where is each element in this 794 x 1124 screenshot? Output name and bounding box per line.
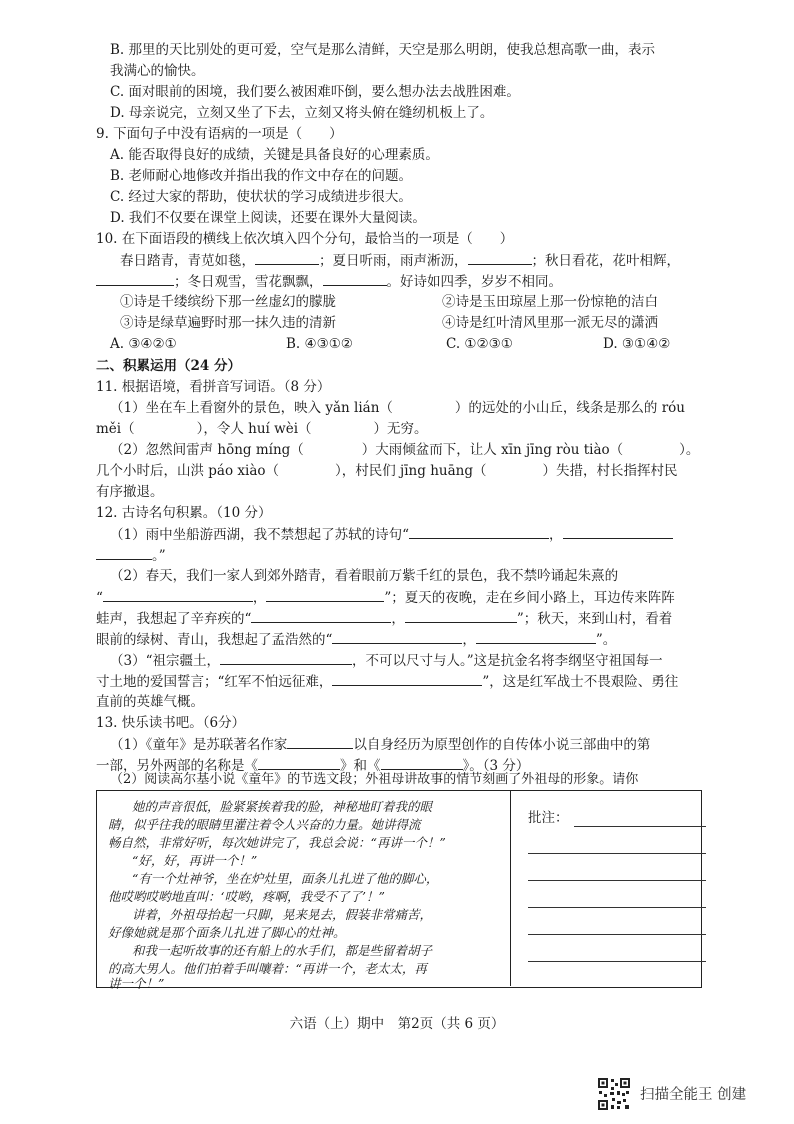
annotation-line[interactable] [528,907,706,908]
q13-item1-line2: 一部，另外两部的名称是《 》和《 》。（3 分） [96,755,529,776]
q12-item1-line1: （1）雨中坐船游西湖，我不禁想起了苏轼的诗句“ ， [110,524,673,545]
q10-option-d[interactable]: D. ③①④② [603,336,671,352]
q9-option-c: C. 经过大家的帮助，使状状的学习成绩进步很大。 [110,189,412,205]
q12-item3-line3: 直前的英雄气概。 [96,694,204,710]
reading-line: 他哎哟哎哟地直叫：‘哎哟，疼啊，我受不了了’！” [108,889,385,904]
q13-author-blank[interactable] [287,734,353,749]
q12-blank-3[interactable] [103,587,253,602]
q11-sentence1-line1: （1）坐在车上看窗外的景色，映入 yǎn lián（ ）的远处的小山丘，线条是那么的 róu [110,400,685,416]
q12-blank-6[interactable] [405,608,517,623]
q8-option-c: C. 面对眼前的困境，我们要么被困难吓倒，要么想办法去战胜困难。 [110,84,520,100]
q12-item2-line3: 蛙声，我想起了辛弃疾的“ ， ”；秋天，来到山村，看着 [96,608,672,629]
q13-item1-line1: （1）《童年》是苏联著名作家 以自身经历为原型创作的自传体小说三部曲中的第 [110,734,650,755]
q10-blank-3[interactable] [96,271,174,286]
q12-stem: 12. 古诗名句积累。（10 分） [96,505,272,521]
reading-line: “有一个灶神爷，坐在炉灶里，面条儿扎进了他的脚心， [132,871,439,886]
scanner-watermark: 扫描全能王 创建 [640,1087,747,1103]
q12-item1-line2: 。” [96,545,166,566]
q12-item3-line2: 寸土地的爱国誓言；“红军不怕远征难， ”，这是红军战士不畏艰险、勇往 [96,671,678,692]
q12-item2-line4: 眼前的绿树、青山，我想起了孟浩然的“ ， ”。 [96,629,616,650]
reading-line: 讲着，外祖母抬起一只脚，晃来晃去，假装非常痛苦， [132,907,433,922]
q13-stem: 13. 快乐读书吧。（6分） [96,715,246,731]
q10-blank-4[interactable] [323,271,387,286]
annotation-label: 批注： [528,810,569,826]
q9-option-b: B. 老师耐心地修改并指出我的作文中存在的问题。 [110,168,413,184]
q8-option-d: D. 母亲说完，立刻又坐了下去，立刻又将头俯在缝纫机板上了。 [110,105,494,121]
qr-code-icon [597,1077,631,1111]
q9-option-d: D. 我们不仅要在课堂上阅读，还要在课外大量阅读。 [110,210,426,226]
q12-item2-line1: （2）春天，我们一家人到郊外踏青，看着眼前万紫千红的景色，我不禁吟诵起朱熹的 [110,568,619,584]
q12-blank-4[interactable] [266,587,384,602]
q10-stem[interactable]: 10. 在下面语段的横线上依次填入四个分句，最恰当的一项是（ ） [96,231,514,247]
q9-option-a: A. 能否取得良好的成绩，关键是具备良好的心理素质。 [110,147,439,163]
q13-book-blank-2[interactable] [381,755,463,770]
annotation-line[interactable] [528,853,706,854]
q12-blank-9[interactable] [220,650,352,665]
q10-choice-2: ②诗是玉田琼屋上那一份惊艳的洁白 [442,294,658,310]
q12-blank-2-cont[interactable] [96,545,152,560]
q12-blank-2[interactable] [563,524,673,539]
q12-item3-line1: （3）“祖宗疆土， ，不可以尺寸与人。”这是抗金名将李纲坚守祖国每一 [110,650,663,671]
q10-option-c[interactable]: C. ①②③① [446,336,513,352]
q8-option-b-line1: B. 那里的天比别处的更可爱，空气是那么清鲜，天空是那么明朗，使我总想高歌一曲，表示 [110,42,656,58]
reading-line: “好，好，再讲一个！” [132,853,258,868]
q11-sentence1-line2: měi（ ），令人 huí wèi（ ）无穷。 [96,421,428,437]
q10-option-b[interactable]: B. ④③①② [286,336,353,352]
annotation-line[interactable] [528,880,706,881]
q10-option-a[interactable]: A. ③④②① [110,336,177,352]
q12-blank-1[interactable] [409,524,549,539]
q12-blank-10[interactable] [332,671,482,686]
section-title: 二、积累运用（24 分） [96,358,241,374]
reading-line: 讲一个！” [108,976,165,991]
q10-choice-4: ④诗是红叶清风里那一派无尽的潇洒 [442,315,658,331]
q8-option-b-line2: 我满心的愉快。 [110,63,205,79]
annotation-line[interactable] [528,961,706,962]
reading-line: 好像她就是那个面条儿扎进了脚心的灶神。 [108,925,346,940]
q10-paragraph-line1: 春日踏青，青苋如毯， ；夏日听雨，雨声淅沥， ；秋日看花，花叶相辉， [120,250,680,271]
reading-divider [510,790,511,986]
q12-item2-line2: “ ， ”；夏天的夜晚，走在乡间小路上，耳边传来阵阵 [96,587,675,608]
page-footer: 六语（上）期中 第2页（共 6 页） [289,1016,505,1032]
q13-item2-line1: （2）阅读高尔基小说《童年》的节选文段；外祖母讲故事的情节刻画了外祖母的形象。请你 [110,772,639,787]
reading-line: 和我一起听故事的还有船上的水手们，都是些留着胡子 [132,943,433,958]
q11-sentence2-line3: 有序撤退。 [96,484,164,500]
q11-stem: 11. 根据语境，看拼音写词语。（8 分） [96,379,331,395]
q12-blank-7[interactable] [332,629,462,644]
q11-sentence2-line2: 几个小时后，山洪 páo xiào（ ），村民们 jīng huāng（ ）失措，村长指挥村民 [96,463,678,479]
reading-line: 睛，似乎往我的眼睛里灌注着令人兴奋的力量。她讲得流 [108,817,421,832]
q11-sentence2-line1: （2）忽然间雷声 hōng míng（ ）大雨倾盆而下，让人 xīn jīng ròu tiào（ ）。 [110,442,700,458]
q10-blank-1[interactable] [255,250,319,265]
q10-blank-2[interactable] [468,250,532,265]
reading-line: 的高大男人。他们拍着手叫嚷着：“再讲一个，老太太，再 [108,961,427,976]
reading-line: 她的声音很低，脸紧紧挨着我的脸，神秘地盯着我的眼 [132,799,433,814]
annotation-line[interactable] [528,934,706,935]
q10-choice-1: ①诗是千缕缤纷下那一丝虚幻的朦胧 [120,294,336,310]
q12-blank-5[interactable] [251,608,391,623]
q12-blank-8[interactable] [476,629,596,644]
q9-stem[interactable]: 9. 下面句子中没有语病的一项是（ ） [96,126,343,142]
q10-paragraph-line2: ；冬日观雪，雪花飘飘， 。好诗如四季，岁岁不相同。 [96,271,562,292]
annotation-line[interactable] [574,826,706,827]
q10-choice-3: ③诗是绿草遍野时那一抹久违的清新 [120,315,336,331]
q13-book-blank-1[interactable] [258,755,340,770]
reading-line: 畅自然，非常好听，每次她讲完了，我总会说：“再讲一个！” [108,835,446,850]
